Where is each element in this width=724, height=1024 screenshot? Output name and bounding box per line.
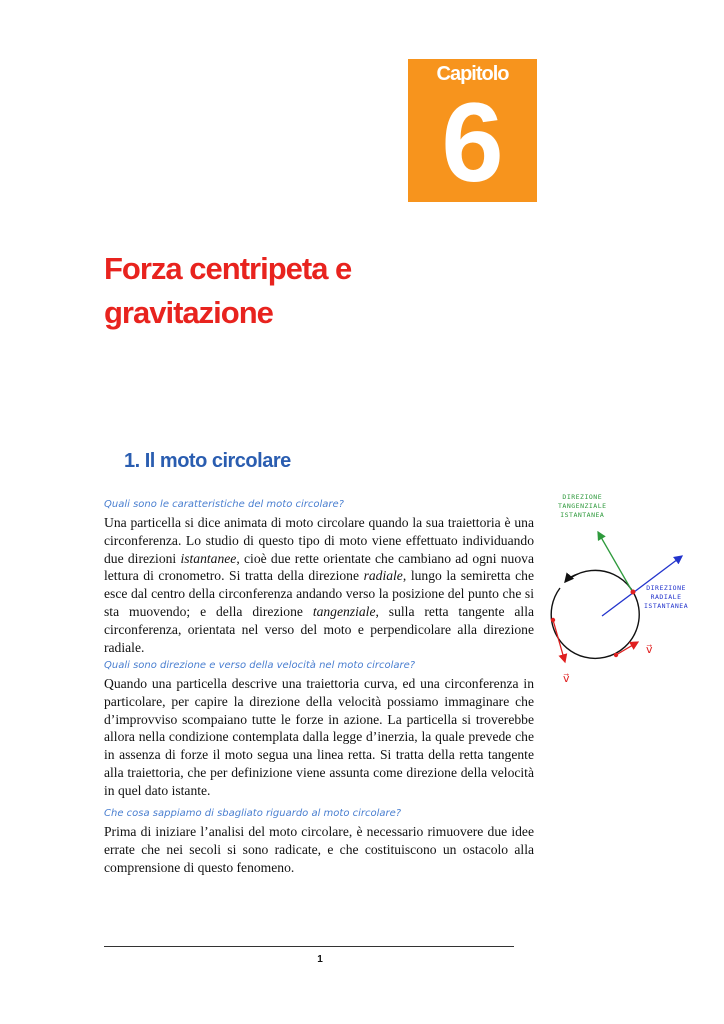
question-3: Che cosa sappiamo di sbagliato riguardo al moto circolare? [104,808,402,819]
paragraph-3: Prima di iniziare l’analisi del moto circolare, è necessario rimuovere due idee errate che nei secoli si sono radicate, e che costituiscono un ostacolo alla comprensione di questo fenomeno. [104,824,534,875]
page-number: 1 [317,954,323,965]
velocity-symbol-bottom: v⃗ [646,643,654,656]
section-heading: 1. Il moto circolare [124,450,291,472]
paragraph-2: Quando una particella descrive una traiettoria curva, ed una circonferenza in particolare, per capire la direzione della velocità possiamo immaginare che d’improvviso scompaiano tutte le forze in azione. La particella si troverebbe allora nella condizione contemplata dalla legge d’inerzia, la quale prevede che in assenza di forze il moto segua una linea retta. Si tratta della retta tangente alla traiettoria, che per definizione viene assunta come direzione della velocità in quel dato istante. [104,676,534,798]
chapter-title: Forza centripeta e gravitazione [104,251,352,330]
chapter-label: Capitolo [436,63,509,85]
velocity-arrow-left [553,620,565,662]
chapter-badge [408,59,537,205]
paragraph-1: Una particella si dice animata di moto circolare quando la sua traiettoria è una circonferenza. Lo studio di questo tipo di moto viene effettuato individuando due direzioni istantanee, cioè due rette orientate che cambiano ad ogni nuova lettura di cronometro. Si tratta della direzione radiale, lungo la semiretta che esce dal centro della circonferenza andando verso la posizione del punto che si sta muovendo; e della direzione tangenziale, sulla retta tangente alla circonferenza, orientata nel verso del moto e perpendicolare alla direzione radiale. [104,515,535,655]
motion-direction-arrow [565,574,578,582]
radial-direction-label: DIREZIONE RADIALE ISTANTANEA [644,584,689,610]
circular-motion-diagram [530,490,710,700]
footer-rule [104,946,514,947]
tangential-direction-line [598,532,632,591]
tangential-direction-label: DIREZIONE TANGENZIALE ISTANTANEA [558,493,607,519]
chapter-number: 6 [441,80,504,205]
question-2: Quali sono direzione e verso della velocità nel moto circolare? [104,660,416,671]
trajectory-circle [551,570,639,658]
moving-point [631,590,636,595]
velocity-symbol-left: v⃗ [563,672,571,685]
question-1: Quali sono le caratteristiche del moto circolare? [104,499,344,510]
